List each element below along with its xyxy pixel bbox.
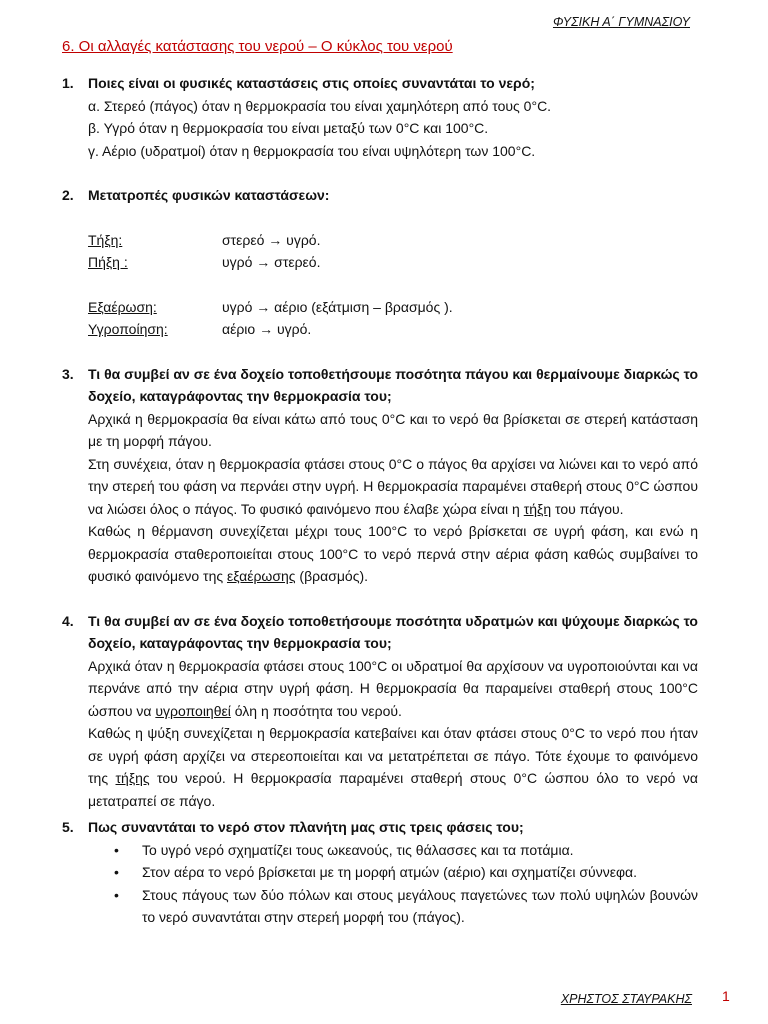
question-number: 3. [62,365,74,382]
transition-value: στερεό → υγρό. [222,231,321,248]
footer-author: ΧΡΗΣΤΟΣ ΣΤΑΥΡΑΚΗΣ [560,992,692,1006]
header-subject: ΦΥΣΙΚΗ Α΄ ΓΥΜΝΑΣΙΟΥ [552,15,690,29]
term-melting: τήξη [523,500,552,517]
list-item-text: Στον αέρα το νερό βρίσκεται με τη μορφή ατμών (αέριο) και σχηματίζει σύννεφα. [142,864,638,880]
question-2 [62,184,698,207]
answer-line: β. Υγρό όταν η θερμοκρασία του είναι μεταξύ των 0°C και 100°C. [88,120,489,136]
answer-line: α. Στερεό (πάγος) όταν η θερμοκρασία του είναι χαμηλότερη από τους 0°C. [88,97,552,114]
question-number: 4. [62,612,74,629]
transition-value: αέριο → υγρό. [222,321,312,337]
answer-paragraph: Καθώς η ψύξη συνεχίζεται η θερμοκρασία κατεβαίνει και όταν φτάσει στους 0°C το νερό που ήταν σε υγρή φάση αρχίζει να στερεοποιείται και να μετατρέπεται σε πάγο. Τότε έχουμε το φαινόμενο της τήξης του νερού. Η θερμοκρασία παραμένει σταθερή στους 0°C ώσπου όλο το νερό να μετατραπεί σε πάγο. [88,725,698,809]
answer-line: γ. Αέριο (υδρατμοί) όταν η θερμοκρασία του είναι υψηλότερη των 100°C. [88,142,536,159]
question-text: Τι θα συμβεί αν σε ένα δοχείο τοποθετήσουμε ποσότητα πάγου και θερμαίνουμε διαρκώς το δοχείο, καταγράφοντας την θερμοκρασία του; [88,365,698,404]
transition-value: υγρό → στερεό. [222,254,321,270]
transition-row [62,229,698,252]
transition-row [62,318,698,341]
transition-label: Τήξη: [88,231,123,248]
list-item [62,861,698,884]
question-text: Ποιες είναι οι φυσικές καταστάσεις στις οποίες συναντάται το νερό; [88,75,535,91]
question-text: Πως συναντάται το νερό στον πλανήτη μας στις τρεις φάσεις του; [88,819,524,835]
page-title: 6. Οι αλλαγές κατάστασης του νερού – Ο κύκλος του νερού [62,38,453,55]
question-number: 5. [62,819,74,835]
answer-paragraph: Αρχικά η θερμοκρασία θα είναι κάτω από τους 0°C και το νερό θα βρίσκεται σε στερεή κατάσταση με τη μορφή πάγου. [88,410,698,449]
term-vaporization: εξαέρωσης [227,568,296,584]
question-text: Μετατροπές φυσικών καταστάσεων: [88,187,330,203]
question-5 [62,816,698,839]
transition-label: Εξαέρωση: [88,298,157,315]
question-4 [62,610,698,655]
answer-paragraph: Αρχικά όταν η θερμοκρασία φτάσει στους 100°C οι υδρατμοί θα αρχίσουν να υγροποιούνται και να περνάνε από την αέρια στην υγρή φάση. Η θερμοκρασία θα παραμείνει σταθερή στους 100°C ώσπου να υγροποιηθεί όλη η ποσότητα του νερού. [88,657,698,719]
term-condensation: υγροποιηθεί [155,702,231,719]
question-1 [62,72,698,95]
transition-value: υγρό → αέριο (εξάτμιση – βρασμός ). [222,298,453,315]
answer-paragraph: Στη συνέχεια, όταν η θερμοκρασία φτάσει στους 0°C ο πάγος θα αρχίσει να λιώνει και το νερό από την στερεή του φάση να περνάει στην υγρή. Η θερμοκρασία παραμένει σταθερή στους 0°C ώσπου να λιώσει όλος ο πάγος. Το φυσικό φαινόμενο που έλαβε χώρα είναι η τήξη του πάγου. [88,455,698,517]
list-item-text: Στους πάγους των δύο πόλων και στους μεγάλους παγετώνες των πολύ υψηλών βουνών το νερό συναντάται στην στερεή μορφή του (πάγος). [142,886,698,925]
transition-label: Πήξη : [88,254,128,270]
transition-row [62,296,698,319]
question-number: 1. [62,75,74,91]
document-body [62,72,698,929]
term-melting: τήξης [115,770,150,786]
transition-label: Υγροποίηση: [88,321,168,337]
transition-row [62,251,698,274]
bullet-icon: • [114,841,119,858]
question-number: 2. [62,187,74,203]
list-item [62,839,698,862]
question-text: Τι θα συμβεί αν σε ένα δοχείο τοποθετήσουμε ποσότητα υδρατμών και ψύχουμε διαρκώς το δοχείο, καταγράφοντας την θερμοκρασία του; [88,612,698,651]
bullet-icon: • [114,864,119,880]
list-item-text: Το υγρό νερό σχηματίζει τους ωκεανούς, τις θάλασσες και τα ποτάμια. [142,841,574,858]
list-item [62,884,698,929]
bullet-icon: • [114,886,119,903]
page-number: 1 [722,988,730,1004]
answer-paragraph: Καθώς η θέρμανση συνεχίζεται μέχρι τους 100°C το νερό βρίσκεται σε υγρή φάση, και ενώ η θερμοκρασία σταθεροποιείται στους 100°C το νερό περνά στην αέρια φάση καθώς συμβαίνει το φυσικό φαινόμενο της εξαέρωσης (βρασμός). [88,523,698,584]
question-3 [62,363,698,408]
